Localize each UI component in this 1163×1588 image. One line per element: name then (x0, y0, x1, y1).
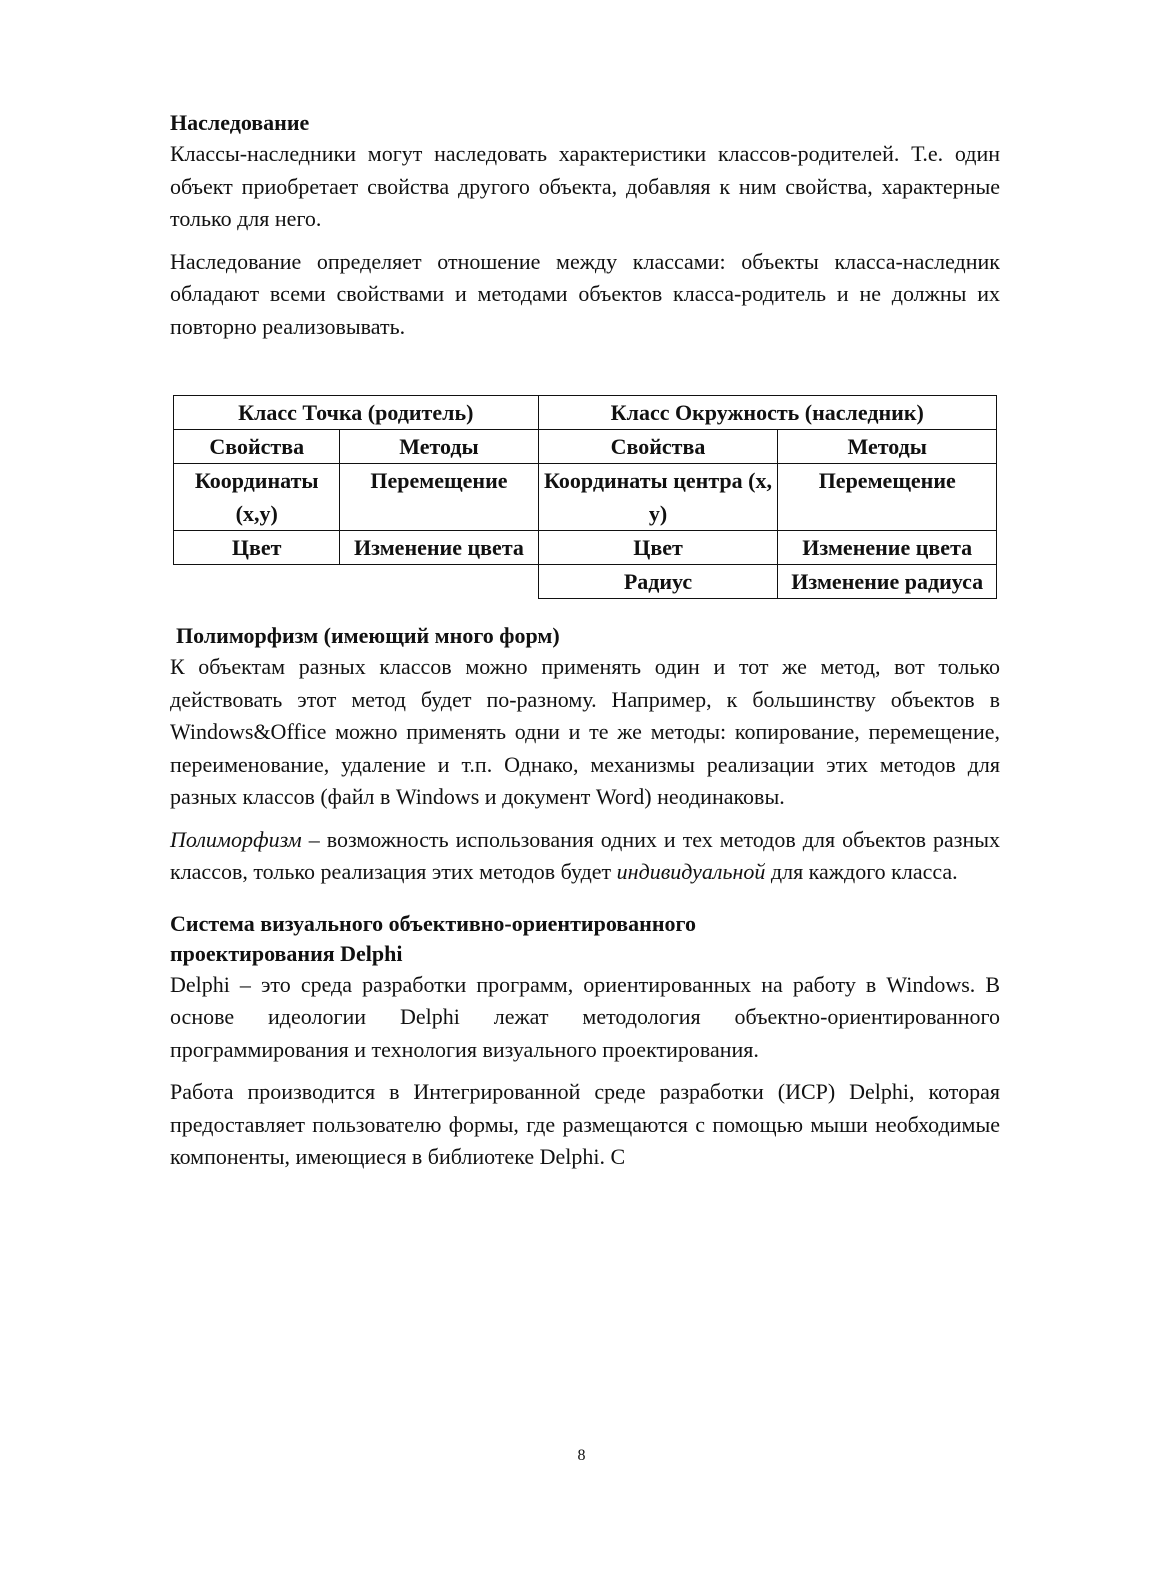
child-class-header: Класс Окружность (наследник) (538, 396, 996, 430)
polymorphism-paragraph-1: К объектам разных классов можно применять один и тот же метод, вот только действовать этот метод будет по-разному. Например, к большинству объектов в Windows&Office можно применять одни и те же методы: копирование, перемещение, переименование, удаление и т.п. Однако, механизмы реализации этих методов для разных классов (файл в Windows и документ Word) неодинаковы. (170, 654, 1000, 809)
document-page (170, 108, 1000, 1184)
delphi-paragraph-1: Delphi – это среда разработки программ, ориентированных на работу в Windows. В основе идеологии Delphi лежат методология объектно-ориентированного программирования и технология визуального проектирования. (170, 971, 1000, 1062)
polymorphism-definition-end: для каждого класса. (765, 859, 958, 884)
individual-term: индивидуальной (616, 859, 766, 884)
polymorphism-paragraph-2 (170, 824, 1000, 889)
table-cell: Цвет (538, 531, 778, 565)
delphi-heading-line-1: Система визуального объективно-ориентированного (170, 910, 696, 936)
table-cell: Цвет (174, 531, 340, 565)
polymorphism-definition: – возможность использования одних и тех методов для объектов разных классов, только реализация этих методов будет (170, 826, 1000, 884)
inheritance-paragraph-2: Наследование определяет отношение между классами: объекты класса-наследник обладают всеми свойствами и методами объектов класса-родитель и не должны их повторно реализовывать. (170, 248, 1000, 339)
table-cell: Радиус (538, 565, 778, 599)
parent-class-header: Класс Точка (родитель) (174, 396, 539, 430)
polymorphism-term: Полиморфизм (170, 826, 302, 852)
parent-methods-label: Методы (340, 430, 538, 464)
delphi-paragraph-2: Работа производится в Интегрированной среде разработки (ИСР) Delphi, которая предоставляет пользователю формы, где размещаются с помощью мыши необходимые компоненты, имеющиеся в библиотеке Delphi. С (170, 1079, 1000, 1169)
child-props-label: Свойства (538, 430, 778, 464)
polymorphism-heading: Полиморфизм (имеющий много форм) (176, 623, 560, 648)
class-comparison-table (173, 395, 997, 599)
page-number: 8 (577, 1447, 586, 1464)
table-cell: Координаты (x,y) (174, 464, 340, 531)
inheritance-heading: Наследование (170, 110, 310, 135)
delphi-heading (170, 909, 1000, 969)
table-row (174, 464, 997, 531)
table-empty-cell (174, 565, 539, 599)
table-cell: Изменение цвета (340, 531, 538, 565)
child-methods-label: Методы (778, 430, 997, 464)
table-cell: Изменение радиуса (778, 565, 997, 599)
inheritance-paragraph-1: Классы-наследники могут наследовать характеристики классов-родителей. Т.е. один объект приобретает свойства другого объекта, добавляя к ним свойства, характерные только для него. (170, 141, 1000, 231)
table-row (174, 531, 997, 565)
table-cell: Изменение цвета (778, 531, 997, 565)
table-cell: Перемещение (778, 464, 997, 531)
parent-props-label: Свойства (174, 430, 340, 464)
table-cell: Перемещение (340, 464, 538, 531)
table-row (174, 565, 997, 599)
delphi-heading-line-2: проектирования Delphi (170, 940, 403, 966)
table-cell: Координаты центра (x, y) (538, 464, 778, 531)
